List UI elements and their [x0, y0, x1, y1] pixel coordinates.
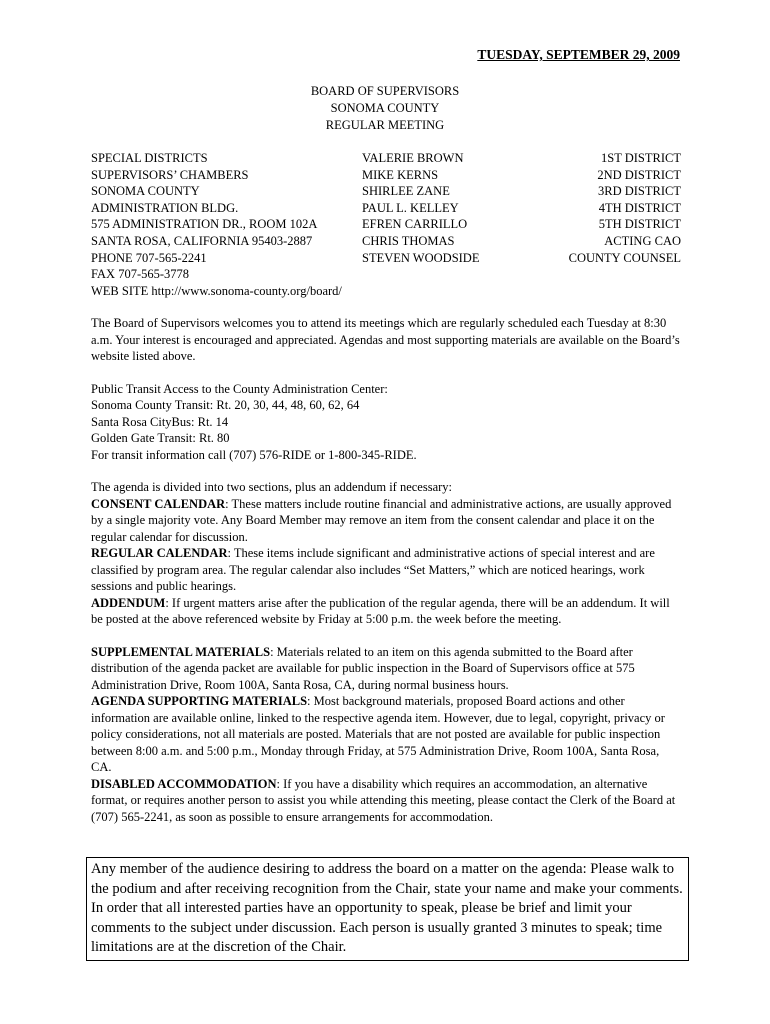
disabled-paragraph	[91, 776, 681, 826]
supplemental-paragraph	[91, 644, 681, 694]
transit-line: For transit information call (707) 576-RIDE or 1-800-345-RIDE.	[91, 447, 417, 462]
consent-calendar-text: : These matters include routine financial and administrative actions, are usually approved by a single majority vote. Any Board Member may remove an item from the consent calendar and place it on the regular calendar for discussion.	[91, 496, 672, 544]
member-role: 2ND DISTRICT	[597, 167, 681, 182]
body-text	[91, 315, 681, 825]
addendum-text: : If urgent matters arise after the publication of the regular agenda, there will be an addendum. It will be posted at the above referenced website by Friday at 5:00 p.m. the week before the meeting.	[91, 595, 670, 626]
regular-calendar-paragraph	[91, 545, 681, 595]
transit-line: Santa Rosa CityBus: Rt. 14	[91, 414, 229, 429]
supporting-paragraph	[91, 693, 681, 776]
member-name: SHIRLEE ZANE	[362, 184, 450, 199]
contact-row	[91, 266, 681, 283]
title-line-meeting: REGULAR MEETING	[325, 118, 445, 132]
supplemental-label: SUPPLEMENTAL MATERIALS	[91, 644, 271, 659]
title-block	[0, 83, 770, 134]
transit-line: Sonoma County Transit: Rt. 20, 30, 44, 48, 60, 62, 64	[91, 398, 360, 412]
member-role: 1ST DISTRICT	[601, 151, 681, 165]
member-role: ACTING CAO	[604, 233, 681, 248]
address-line: SPECIAL DISTRICTS	[91, 151, 208, 165]
contact-row	[91, 216, 681, 233]
address-line: SUPERVISORS’ CHAMBERS	[91, 167, 249, 182]
member-role: 3RD DISTRICT	[598, 184, 681, 199]
member-name: EFREN CARRILLO	[362, 217, 468, 232]
fax-line: FAX 707-565-3778	[91, 267, 190, 282]
member-role: COUNTY COUNSEL	[568, 250, 681, 265]
contact-row	[91, 167, 681, 184]
regular-calendar-label: REGULAR CALENDAR	[91, 546, 228, 560]
address-line: SONOMA COUNTY	[91, 184, 200, 199]
contact-row	[91, 150, 681, 167]
member-name: MIKE KERNS	[362, 167, 439, 182]
contact-row	[91, 183, 681, 200]
supporting-label: AGENDA SUPPORTING MATERIALS	[91, 694, 308, 708]
member-name: STEVEN WOODSIDE	[362, 250, 480, 265]
address-line: SANTA ROSA, CALIFORNIA 95403-2887	[91, 233, 313, 248]
contact-row	[91, 233, 681, 250]
transit-heading: Public Transit Access to the County Administration Center:	[91, 381, 388, 396]
disabled-label: DISABLED ACCOMMODATION	[91, 776, 277, 791]
contact-row	[91, 283, 681, 300]
transit-line: Golden Gate Transit: Rt. 80	[91, 431, 230, 445]
meeting-date: TUESDAY, SEPTEMBER 29, 2009	[477, 47, 680, 62]
consent-calendar-paragraph	[91, 496, 681, 546]
addendum-paragraph	[91, 595, 681, 628]
disabled-text: : If you have a disability which requires an accommodation, an alternative format, or requires another person to assist you while attending this meeting, please contact the Clerk of the Board at (707) 565-2241, as soon as possible to ensure arrangements for accommodation.	[91, 776, 676, 824]
website-line[interactable]: WEB SITE http://www.sonoma-county.org/board/	[91, 283, 342, 298]
materials-section	[91, 644, 681, 826]
transit-section	[91, 381, 681, 464]
consent-calendar-label: CONSENT CALENDAR	[91, 496, 226, 511]
member-role: 5TH DISTRICT	[598, 217, 681, 232]
address-line: ADMINISTRATION BLDG.	[91, 200, 239, 215]
supporting-text: : Most background materials, proposed Board actions and other information are available online, linked to the respective agenda item. However, due to legal, copyright, privacy or policy considerations, not all materials are posted. Materials that are not posted are available for public inspection between 8:00 a.m. and 5:00 p.m., Monday through Friday, at 575 Administration Drive, Room 100A, Santa Rosa, CA.	[91, 694, 665, 774]
title-line-board: BOARD OF SUPERVISORS	[310, 84, 460, 98]
member-role: 4TH DISTRICT	[598, 200, 681, 215]
address-line: PHONE 707-565-2241	[91, 250, 207, 265]
contact-row	[91, 200, 681, 217]
contact-row	[91, 250, 681, 267]
title-line-county: SONOMA COUNTY	[330, 101, 440, 115]
member-name: PAUL L. KELLEY	[362, 200, 459, 215]
contact-block	[91, 150, 681, 299]
agenda-section	[91, 479, 681, 628]
address-line: 575 ADMINISTRATION DR., ROOM 102A	[91, 217, 318, 232]
agenda-intro: The agenda is divided into two sections, plus an addendum if necessary:	[91, 480, 453, 494]
supplemental-text: : Materials related to an item on this agenda submitted to the Board after distribution of the agenda packet are available for public inspection in the Board of Supervisors office at 575 Administration Drive, Room 100A, Santa Rosa, CA, during normal business hours.	[91, 644, 635, 692]
addendum-label: ADDENDUM	[91, 595, 166, 610]
member-name: VALERIE BROWN	[362, 151, 464, 165]
welcome-paragraph: The Board of Supervisors welcomes you to attend its meetings which are regularly scheduled each Tuesday at 8:30 a.m. Your interest is encouraged and appreciated. Agendas and most supporting materials are available on the Board’s website listed above.	[91, 316, 680, 363]
member-name: CHRIS THOMAS	[362, 233, 455, 248]
regular-calendar-text: : These items include significant and administrative actions of special interest and are classified by program area. The regular calendar also includes “Set Matters,” which are noticed hearings, work sessions and public hearings.	[91, 546, 655, 593]
public-comment-notice: Any member of the audience desiring to address the board on a matter on the agenda: Please walk to the podium and after receiving recognition from the Chair, state your name and make your comments. In order that all interested parties have an opportunity to speak, please be brief and limit your comments to the subject under discussion. Each person is usually granted 3 minutes to speak; time limitations are at the discretion of the Chair.	[86, 857, 689, 961]
